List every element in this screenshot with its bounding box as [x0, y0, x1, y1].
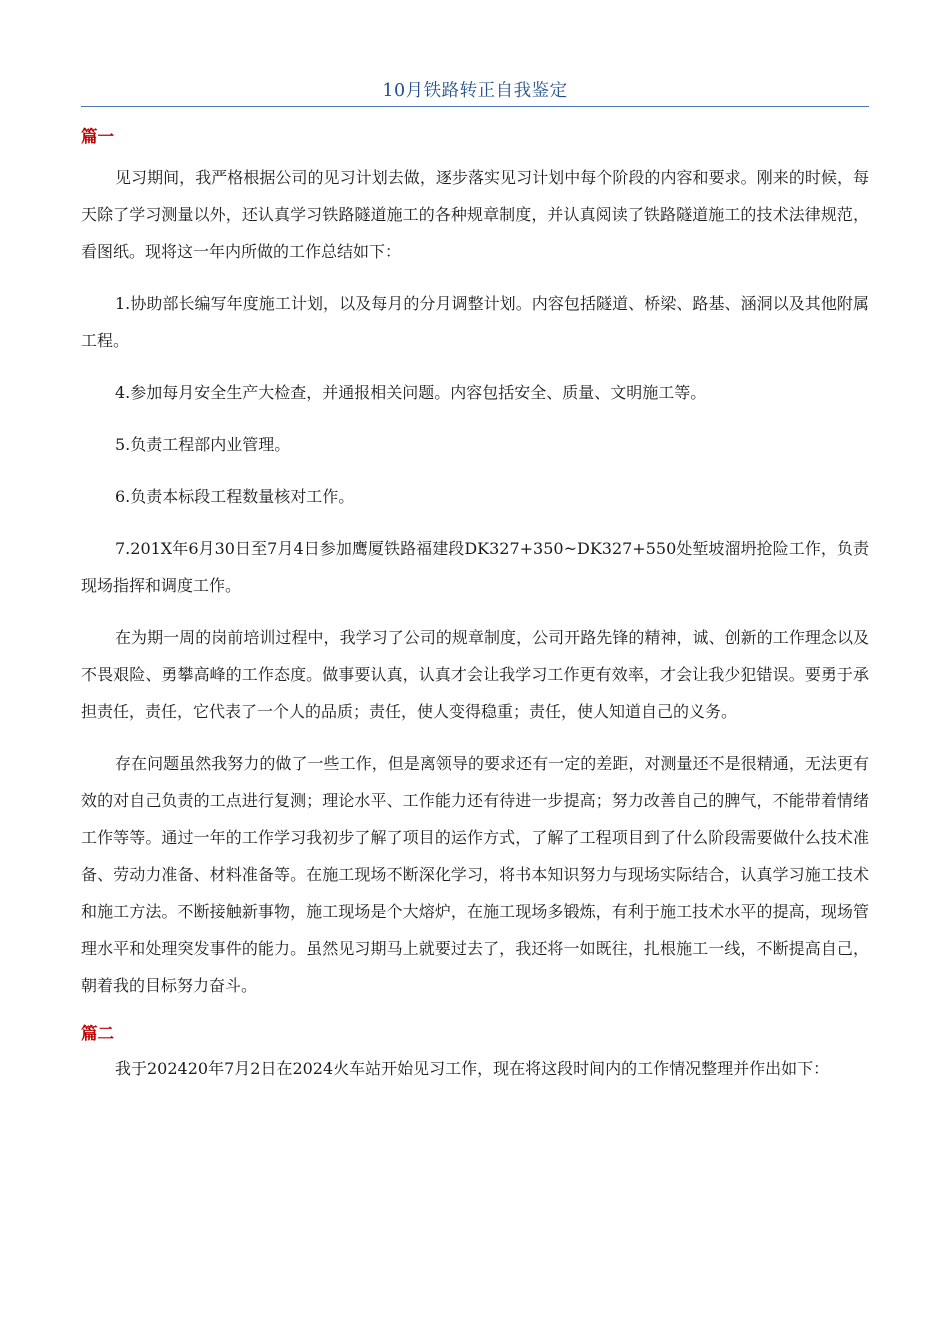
paragraph: 我于202420年7月2日在2024火车站开始见习工作，现在将这段时间内的工作情况整理并作出如下： — [115, 1059, 830, 1078]
list-item: 7.201X年6月30日至7月4日参加鹰厦铁路福建段DK327+350~DK327+550处堑坡溜坍抢险工作，负责现场指挥和调度工作。 — [81, 539, 869, 595]
paragraph: 见习期间，我严格根据公司的见习计划去做，逐步落实见习计划中每个阶段的内容和要求。刚来的时候，每天除了学习测量以外，还认真学习铁路隧道施工的各种规章制度，并认真阅读了铁路隧道施工的技术法律规范，看图纸。现将这一年内所做的工作总结如下： — [81, 168, 869, 261]
list-item: 6.负责本标段工程数量核对工作。 — [115, 487, 355, 506]
paragraph: 在为期一周的岗前培训过程中，我学习了公司的规章制度，公司开路先锋的精神，诚、创新的工作理念以及不畏艰险、勇攀高峰的工作态度。做事要认真，认真才会让我学习工作更有效率，才会让我少犯错误。要勇于承担责任，责任，它代表了一个人的品质；责任，使人变得稳重；责任，使人知道自己的义务。 — [81, 628, 869, 721]
list-item: 5.负责工程部内业管理。 — [115, 435, 291, 454]
section-heading: 篇一 — [81, 127, 114, 146]
title-underline — [81, 106, 869, 107]
section-2 — [81, 1022, 869, 1088]
document-page — [81, 78, 869, 1088]
section-heading: 篇二 — [81, 1024, 114, 1043]
paragraph: 存在问题虽然我努力的做了一些工作，但是离领导的要求还有一定的差距，对测量还不是很精通，无法更有效的对自己负责的工点进行复测；理论水平、工作能力还有待进一步提高；努力改善自己的脾气，不能带着情绪工作等等。通过一年的工作学习我初步了解了项目的运作方式，了解了工程项目到了什么阶段需要做什么技术准备、劳动力准备、材料准备等。在施工现场不断深化学习，将书本知识努力与现场实际结合，认真学习施工技术和施工方法。不断接触新事物，施工现场是个大熔炉，在施工现场多锻炼，有利于施工技术水平的提高，现场管理水平和处理突发事件的能力。虽然见习期马上就要过去了，我还将一如既往，扎根施工一线，不断提高自己，朝着我的目标努力奋斗。 — [81, 754, 869, 995]
list-item: 1.协助部长编写年度施工计划，以及每月的分月调整计划。内容包括隧道、桥梁、路基、涵洞以及其他附属工程。 — [81, 294, 869, 350]
list-item: 4.参加每月安全生产大检查，并通报相关问题。内容包括安全、质量、文明施工等。 — [115, 383, 707, 402]
section-1 — [81, 125, 869, 1004]
document-title: 10月铁路转正自我鉴定 — [382, 81, 568, 101]
